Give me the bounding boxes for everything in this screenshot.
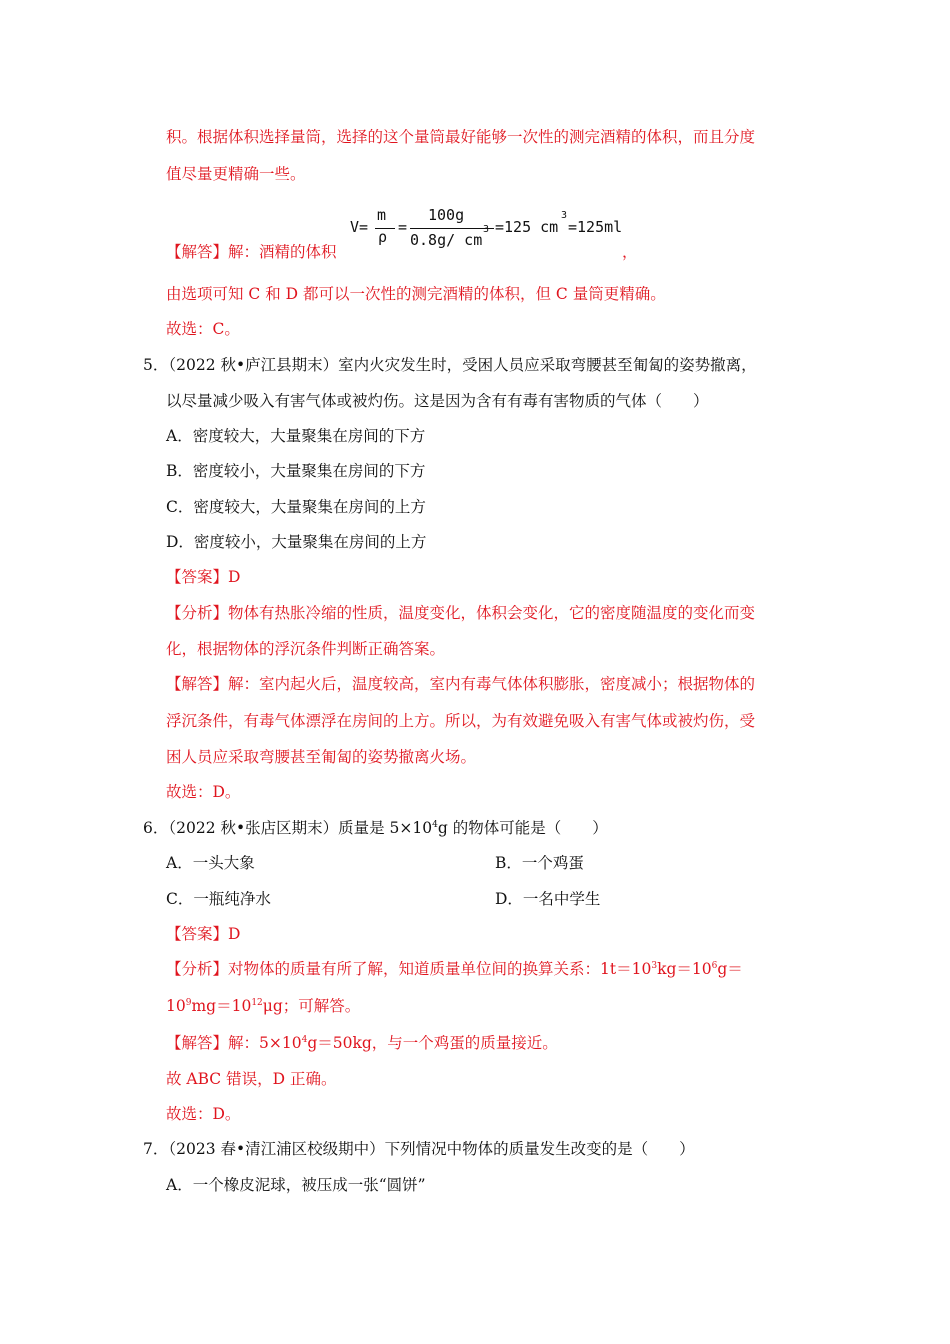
question-5-line-1: 5．（2022 秋•庐江县期末）室内火灾发生时，受困人员应采取弯腰甚至匍匐的姿势撤离， bbox=[143, 356, 757, 374]
question-6-solution-1: 【解答】解：$5\times 10^4g=50kg$，与一个鸡蛋的质量接近。 bbox=[166, 1034, 558, 1052]
question-5-option-c: C．密度较大，大量聚集在房间的上方 bbox=[166, 498, 426, 516]
formula-density: ρ bbox=[378, 228, 388, 246]
question-5-choose: 故选：D。 bbox=[166, 783, 241, 801]
question-5-analysis-2: 化，根据物体的浮沉条件判断正确答案。 bbox=[166, 640, 446, 658]
question-5-solution-3: 困人员应采取弯腰甚至匍匐的姿势撤离火场。 bbox=[166, 748, 477, 766]
formula-mass: m bbox=[377, 206, 387, 224]
question-6-option-c: C．一瓶纯净水 bbox=[166, 890, 271, 908]
question-6-solution-2: 故 ABC 错误，D 正确。 bbox=[166, 1070, 337, 1088]
question-7-option-a: A．一个橡皮泥球，被压成一张“圆饼” bbox=[166, 1176, 426, 1194]
question-6-option-b: B．一个鸡蛋 bbox=[495, 854, 584, 872]
volume-formula bbox=[350, 200, 650, 260]
question-5-option-a: A．密度较大，大量聚集在房间的下方 bbox=[166, 427, 426, 445]
question-6-analysis-1: 【分析】对物体的质量有所了解，知道质量单位间的换算关系：$1t=10^3kg=10^6g=$ bbox=[166, 960, 743, 978]
question-6-analysis-2: $10^9mg=10^{12}\mu g$；可解答。 bbox=[166, 997, 361, 1015]
analysis-continuation-1: 积。根据体积选择量筒，选择的这个量筒最好能够一次性的测完酒精的体积，而且分度 bbox=[166, 128, 756, 146]
question-6-answer: 【答案】D bbox=[166, 925, 241, 943]
question-5-analysis-1: 【分析】物体有热胀冷缩的性质，温度变化，体积会变化，它的密度随温度的变化而变 bbox=[166, 604, 756, 622]
analysis-continuation-2: 值尽量更精确一些。 bbox=[166, 165, 306, 183]
question-5-option-d: D．密度较小，大量聚集在房间的上方 bbox=[166, 533, 427, 551]
question-5-line-2: 以尽量减少吸入有害气体或被灼伤。这是因为含有有毒有害物质的气体（ ） bbox=[166, 392, 709, 410]
question-6-option-a: A．一头大象 bbox=[166, 854, 255, 872]
question-5-option-b: B．密度较小，大量聚集在房间的下方 bbox=[166, 462, 426, 480]
formula-numerator: 100g bbox=[428, 206, 465, 224]
formula-result-cm: =125 cm bbox=[495, 218, 559, 236]
solution-label: 【解答】解：酒精的体积 bbox=[166, 243, 337, 261]
formula-lhs: V= bbox=[350, 218, 369, 236]
question-6-line-1: 6．（2022 秋•张店区期末）质量是 $5\times 10^4g$ 的物体可能是（ ） bbox=[143, 819, 608, 837]
question-5-solution-1: 【解答】解：室内起火后，温度较高，室内有毒气体体积膨胀，密度减小；根据物体的 bbox=[166, 675, 756, 693]
formula-tail: ， bbox=[622, 243, 638, 261]
formula-denominator: 0.8g/ cm bbox=[410, 231, 483, 249]
choose-answer-4: 故选：C。 bbox=[166, 320, 240, 338]
question-5-answer: 【答案】D bbox=[166, 568, 241, 586]
formula-denominator-sup: 3 bbox=[483, 224, 490, 235]
formula-result-ml: =125ml bbox=[568, 218, 623, 236]
question-7-line-1: 7．（2023 春•清江浦区校级期中）下列情况中物体的质量发生改变的是（ ） bbox=[143, 1140, 695, 1158]
question-5-solution-2: 浮沉条件，有毒气体漂浮在房间的上方。所以，为有效避免吸入有害气体或被灼伤，受 bbox=[166, 712, 756, 730]
solution-line-2: 由选项可知 C 和 D 都可以一次性的测完酒精的体积，但 C 量筒更精确。 bbox=[166, 285, 666, 303]
formula-result-sup: 3 bbox=[561, 210, 568, 221]
question-6-choose: 故选：D。 bbox=[166, 1105, 241, 1123]
question-6-option-d: D．一名中学生 bbox=[495, 890, 601, 908]
formula-equals: = bbox=[398, 218, 408, 236]
